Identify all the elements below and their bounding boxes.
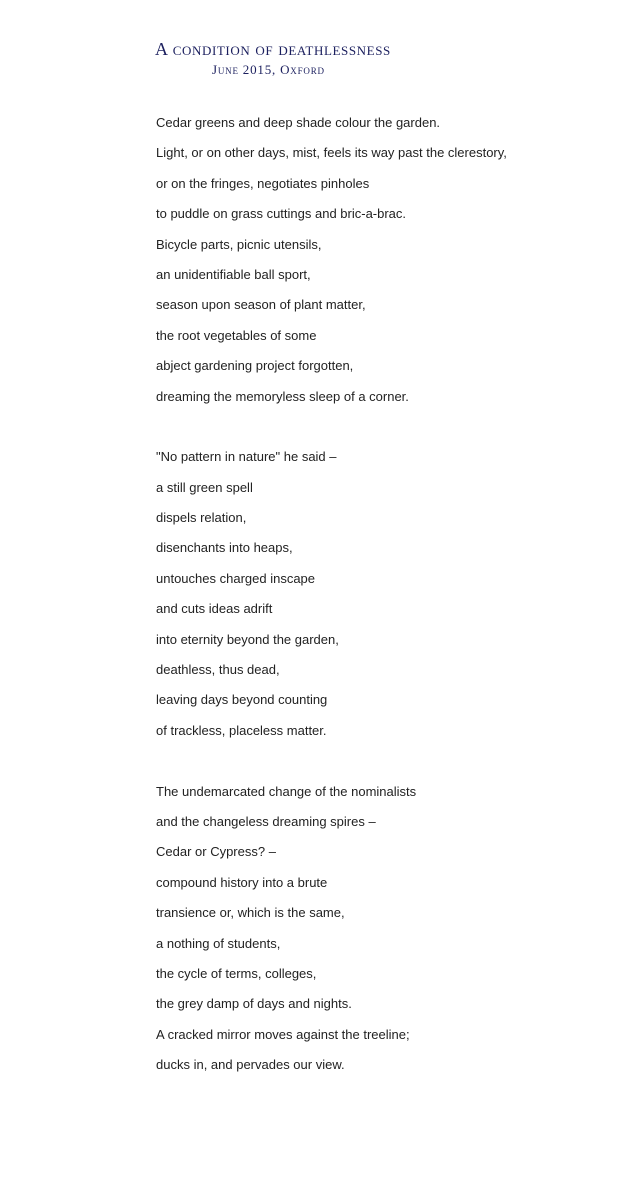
poem-line: compound history into a brute bbox=[156, 874, 328, 890]
poem-line: Cedar or Cypress? – bbox=[156, 844, 276, 860]
poem-line: dreaming the memoryless sleep of a corner. bbox=[156, 388, 409, 404]
poem-line: Cedar greens and deep shade colour the garden. bbox=[156, 115, 441, 130]
poem-line: to puddle on grass cuttings and bric-a-brac. bbox=[156, 206, 407, 222]
poem-line: Light, or on other days, mist, feels its way past the clerestory, bbox=[156, 145, 507, 161]
poem-line: a still green spell bbox=[156, 479, 253, 495]
poem-line: and the changeless dreaming spires – bbox=[156, 813, 376, 829]
poem-title: A condition of deathlessness bbox=[155, 39, 391, 59]
poem-line: ducks in, and pervades our view. bbox=[156, 1057, 345, 1073]
poem-line: A cracked mirror moves against the treeline; bbox=[156, 1026, 410, 1042]
poem-line: the root vegetables of some bbox=[156, 327, 317, 343]
stanza bbox=[156, 447, 596, 751]
poem-line: deathless, thus dead, bbox=[156, 662, 280, 678]
poem-line: transience or, which is the same, bbox=[156, 905, 345, 921]
poem-line: The undemarcated change of the nominalists bbox=[156, 783, 417, 799]
poem-line: the grey damp of days and nights. bbox=[156, 996, 352, 1012]
poem-line: leaving days beyond counting bbox=[156, 692, 328, 708]
poem-line: the cycle of terms, colleges, bbox=[156, 965, 317, 981]
poem-body bbox=[156, 113, 596, 1086]
poem-line: abject gardening project forgotten, bbox=[156, 358, 354, 374]
poem-line: dispels relation, bbox=[156, 510, 247, 526]
poem-line: untouches charged inscape bbox=[156, 570, 316, 586]
stanza bbox=[156, 113, 596, 417]
poem-line: into eternity beyond the garden, bbox=[156, 631, 339, 647]
poem-subtitle: June 2015, Oxford bbox=[212, 62, 325, 77]
poem-line: "No pattern in nature" he said – bbox=[156, 449, 337, 465]
poem-line: an unidentifiable ball sport, bbox=[156, 266, 311, 282]
poem-line: disenchants into heaps, bbox=[156, 540, 293, 556]
poem-line: Bicycle parts, picnic utensils, bbox=[156, 236, 322, 252]
poem-line: of trackless, placeless matter. bbox=[156, 722, 327, 738]
poem-line: season upon season of plant matter, bbox=[156, 297, 366, 313]
stanza bbox=[156, 782, 596, 1086]
poem-line: or on the fringes, negotiates pinholes bbox=[156, 175, 370, 191]
poem-line: a nothing of students, bbox=[156, 935, 281, 951]
poem-line: and cuts ideas adrift bbox=[156, 601, 273, 617]
